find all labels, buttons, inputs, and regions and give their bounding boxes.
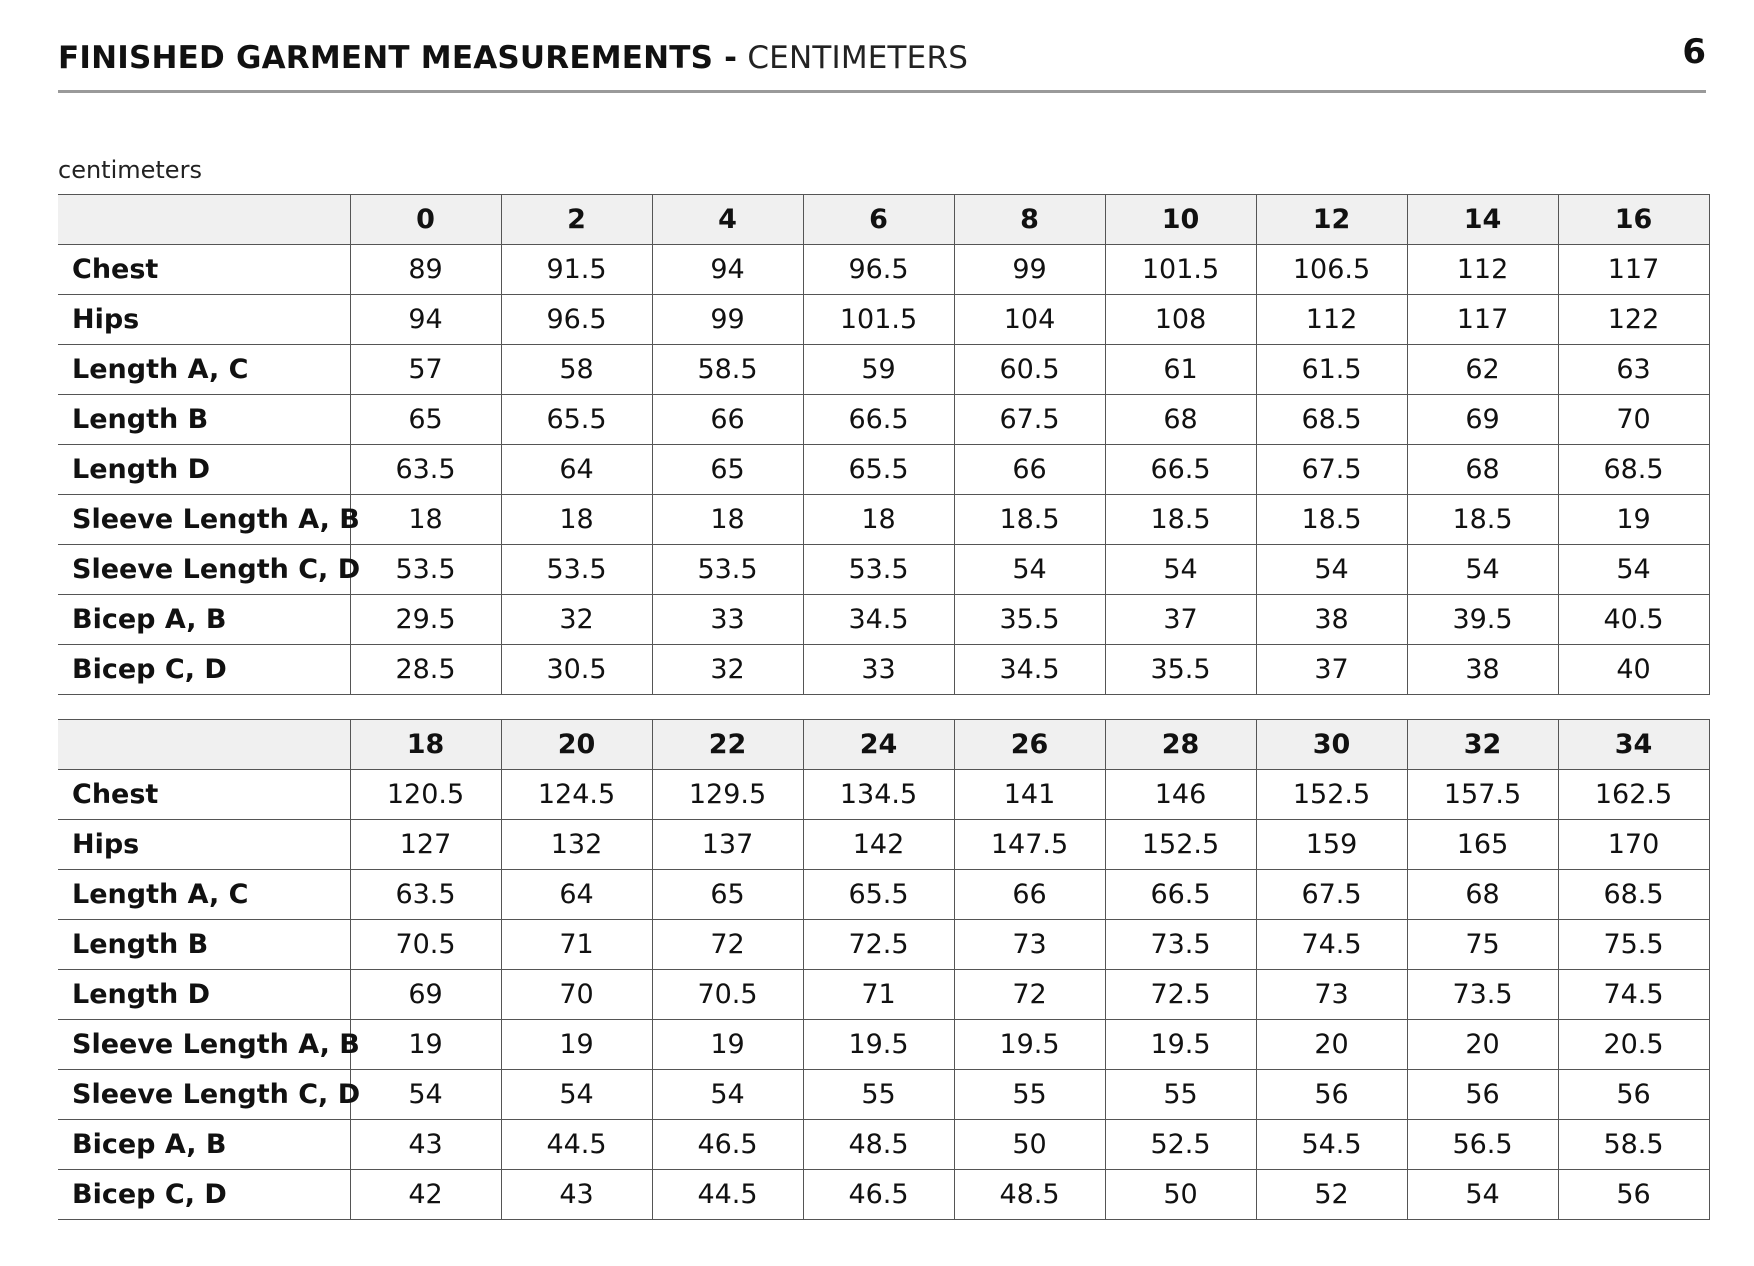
measurement-value: 19 (350, 1020, 501, 1070)
measurement-value: 66 (954, 445, 1105, 495)
measurement-label: Bicep A, B (58, 595, 350, 645)
size-header-cell: 0 (350, 195, 501, 245)
measurement-value: 67.5 (1256, 870, 1407, 920)
size-header-row (58, 720, 1709, 770)
measurement-value: 141 (954, 770, 1105, 820)
measurement-value: 56 (1407, 1070, 1558, 1120)
measurement-value: 70.5 (652, 970, 803, 1020)
measurement-value: 38 (1407, 645, 1558, 695)
measurement-value: 72.5 (803, 920, 954, 970)
measurement-value: 48.5 (803, 1120, 954, 1170)
measurement-value: 63 (1558, 345, 1709, 395)
table-row (58, 1170, 1709, 1220)
measurement-value: 20 (1256, 1020, 1407, 1070)
measurement-value: 18.5 (954, 495, 1105, 545)
size-header-row (58, 195, 1709, 245)
measurement-label: Sleeve Length A, B (58, 495, 350, 545)
measurement-value: 66 (652, 395, 803, 445)
measurement-value: 19.5 (803, 1020, 954, 1070)
measurement-label: Length D (58, 970, 350, 1020)
measurement-label: Sleeve Length C, D (58, 545, 350, 595)
measurement-value: 19 (1558, 495, 1709, 545)
measurement-value: 52 (1256, 1170, 1407, 1220)
measurement-value: 147.5 (954, 820, 1105, 870)
measurement-value: 70 (1558, 395, 1709, 445)
measurement-value: 129.5 (652, 770, 803, 820)
measurement-value: 34.5 (803, 595, 954, 645)
measurement-value: 94 (350, 295, 501, 345)
measurement-value: 53.5 (350, 545, 501, 595)
size-header-cell: 2 (501, 195, 652, 245)
measurement-value: 112 (1256, 295, 1407, 345)
measurement-value: 91.5 (501, 245, 652, 295)
measurement-value: 43 (501, 1170, 652, 1220)
measurement-value: 64 (501, 445, 652, 495)
measurement-value: 159 (1256, 820, 1407, 870)
measurement-value: 43 (350, 1120, 501, 1170)
measurement-value: 42 (350, 1170, 501, 1220)
table-row (58, 770, 1709, 820)
measurement-label: Length A, C (58, 345, 350, 395)
measurement-value: 73.5 (1407, 970, 1558, 1020)
measurement-value: 66 (954, 870, 1105, 920)
measurement-value: 96.5 (501, 295, 652, 345)
table-row (58, 1020, 1709, 1070)
measurement-value: 29.5 (350, 595, 501, 645)
measurement-value: 146 (1105, 770, 1256, 820)
measurement-value: 66.5 (1105, 870, 1256, 920)
measurement-value: 50 (1105, 1170, 1256, 1220)
measurement-value: 54.5 (1256, 1120, 1407, 1170)
measurement-value: 106.5 (1256, 245, 1407, 295)
measurement-value: 35.5 (954, 595, 1105, 645)
measurement-label: Length A, C (58, 870, 350, 920)
measurement-value: 19 (501, 1020, 652, 1070)
measurement-value: 152.5 (1256, 770, 1407, 820)
measurement-value: 67.5 (954, 395, 1105, 445)
measurement-value: 61 (1105, 345, 1256, 395)
measurement-label: Length D (58, 445, 350, 495)
table-row (58, 1070, 1709, 1120)
size-header-cell: 32 (1407, 720, 1558, 770)
measurement-value: 54 (350, 1070, 501, 1120)
measurement-value: 34.5 (954, 645, 1105, 695)
table-row (58, 595, 1709, 645)
measurement-value: 69 (350, 970, 501, 1020)
measurement-value: 19.5 (1105, 1020, 1256, 1070)
page-header (58, 32, 1706, 93)
size-header-cell: 6 (803, 195, 954, 245)
measurement-value: 65 (652, 870, 803, 920)
measurement-value: 74.5 (1256, 920, 1407, 970)
measurement-value: 70 (501, 970, 652, 1020)
size-header-cell: 18 (350, 720, 501, 770)
measurement-value: 65.5 (501, 395, 652, 445)
measurement-value: 68 (1105, 395, 1256, 445)
measurement-value: 18.5 (1407, 495, 1558, 545)
measurement-label: Bicep A, B (58, 1120, 350, 1170)
measurement-value: 53.5 (803, 545, 954, 595)
measurement-value: 137 (652, 820, 803, 870)
measurement-label: Sleeve Length A, B (58, 1020, 350, 1070)
measurement-value: 28.5 (350, 645, 501, 695)
measurement-value: 19 (652, 1020, 803, 1070)
size-header-cell: 10 (1105, 195, 1256, 245)
measurement-value: 61.5 (1256, 345, 1407, 395)
measurement-label: Chest (58, 770, 350, 820)
table-row (58, 645, 1709, 695)
table-row (58, 920, 1709, 970)
measurement-value: 33 (803, 645, 954, 695)
measurement-value: 65 (350, 395, 501, 445)
table-row (58, 495, 1709, 545)
measurement-value: 57 (350, 345, 501, 395)
measurement-value: 44.5 (652, 1170, 803, 1220)
units-label: centimeters (58, 156, 202, 184)
table-row (58, 245, 1709, 295)
measurements-table-large-sizes (58, 719, 1710, 1220)
measurement-value: 73 (1256, 970, 1407, 1020)
measurement-value: 75 (1407, 920, 1558, 970)
size-header-cell: 22 (652, 720, 803, 770)
table-row (58, 295, 1709, 345)
measurement-value: 112 (1407, 245, 1558, 295)
measurement-value: 18.5 (1256, 495, 1407, 545)
measurement-value: 58.5 (652, 345, 803, 395)
measurement-value: 134.5 (803, 770, 954, 820)
measurement-value: 68 (1407, 445, 1558, 495)
measurement-value: 53.5 (652, 545, 803, 595)
measurement-value: 39.5 (1407, 595, 1558, 645)
measurement-value: 65 (652, 445, 803, 495)
measurement-value: 52.5 (1105, 1120, 1256, 1170)
measurement-value: 54 (1407, 1170, 1558, 1220)
size-header-cell: 24 (803, 720, 954, 770)
measurement-value: 75.5 (1558, 920, 1709, 970)
measurement-value: 64 (501, 870, 652, 920)
measurement-value: 55 (803, 1070, 954, 1120)
measurement-value: 56.5 (1407, 1120, 1558, 1170)
measurement-value: 104 (954, 295, 1105, 345)
size-header-cell: 8 (954, 195, 1105, 245)
measurement-value: 72 (954, 970, 1105, 1020)
measurement-value: 18 (501, 495, 652, 545)
measurement-value: 66.5 (1105, 445, 1256, 495)
size-header-cell: 12 (1256, 195, 1407, 245)
measurement-value: 59 (803, 345, 954, 395)
measurement-label: Hips (58, 820, 350, 870)
measurement-value: 56 (1256, 1070, 1407, 1120)
measurement-value: 68.5 (1558, 870, 1709, 920)
size-header-cell: 26 (954, 720, 1105, 770)
measurement-value: 162.5 (1558, 770, 1709, 820)
table-row (58, 445, 1709, 495)
measurement-value: 55 (1105, 1070, 1256, 1120)
size-header-cell: 20 (501, 720, 652, 770)
measurement-value: 66.5 (803, 395, 954, 445)
measurement-value: 40.5 (1558, 595, 1709, 645)
measurement-value: 65.5 (803, 870, 954, 920)
size-header-cell: 34 (1558, 720, 1709, 770)
size-header-cell: 14 (1407, 195, 1558, 245)
measurement-value: 65.5 (803, 445, 954, 495)
measurement-value: 30.5 (501, 645, 652, 695)
measurement-value: 54 (954, 545, 1105, 595)
measurement-value: 89 (350, 245, 501, 295)
measurement-value: 122 (1558, 295, 1709, 345)
table-row (58, 395, 1709, 445)
measurement-value: 56 (1558, 1170, 1709, 1220)
measurement-value: 94 (652, 245, 803, 295)
measurement-value: 71 (803, 970, 954, 1020)
measurement-value: 124.5 (501, 770, 652, 820)
measurement-value: 70.5 (350, 920, 501, 970)
measurement-value: 99 (954, 245, 1105, 295)
measurement-value: 73.5 (1105, 920, 1256, 970)
measurement-value: 63.5 (350, 445, 501, 495)
measurement-value: 18 (350, 495, 501, 545)
table-row (58, 970, 1709, 1020)
size-header-cell: 28 (1105, 720, 1256, 770)
measurement-value: 46.5 (652, 1120, 803, 1170)
table-row (58, 345, 1709, 395)
measurement-value: 20 (1407, 1020, 1558, 1070)
table-row (58, 820, 1709, 870)
measurement-value: 18 (652, 495, 803, 545)
measurement-value: 53.5 (501, 545, 652, 595)
measurement-label: Bicep C, D (58, 1170, 350, 1220)
measurement-value: 132 (501, 820, 652, 870)
measurement-label: Hips (58, 295, 350, 345)
title-units-part: CENTIMETERS (747, 40, 969, 76)
measurement-value: 68.5 (1256, 395, 1407, 445)
header-corner-cell (58, 720, 350, 770)
measurement-label: Length B (58, 395, 350, 445)
measurement-value: 101.5 (803, 295, 954, 345)
measurement-value: 38 (1256, 595, 1407, 645)
table-row (58, 870, 1709, 920)
measurement-value: 33 (652, 595, 803, 645)
measurement-value: 68 (1407, 870, 1558, 920)
measurements-table-small-sizes (58, 194, 1710, 695)
measurement-value: 50 (954, 1120, 1105, 1170)
measurement-value: 165 (1407, 820, 1558, 870)
page-number: 6 (1682, 32, 1706, 72)
measurement-value: 54 (1105, 545, 1256, 595)
measurement-value: 54 (1256, 545, 1407, 595)
measurement-value: 32 (501, 595, 652, 645)
measurement-value: 74.5 (1558, 970, 1709, 1020)
measurement-value: 54 (501, 1070, 652, 1120)
measurement-value: 108 (1105, 295, 1256, 345)
measurement-value: 44.5 (501, 1120, 652, 1170)
measurement-value: 71 (501, 920, 652, 970)
measurement-value: 73 (954, 920, 1105, 970)
measurement-value: 68.5 (1558, 445, 1709, 495)
measurement-value: 142 (803, 820, 954, 870)
measurement-value: 170 (1558, 820, 1709, 870)
measurement-value: 32 (652, 645, 803, 695)
header-corner-cell (58, 195, 350, 245)
measurement-value: 58.5 (1558, 1120, 1709, 1170)
table-row (58, 545, 1709, 595)
measurement-label: Bicep C, D (58, 645, 350, 695)
measurement-value: 117 (1558, 245, 1709, 295)
measurement-value: 46.5 (803, 1170, 954, 1220)
measurement-value: 101.5 (1105, 245, 1256, 295)
measurement-value: 54 (1558, 545, 1709, 595)
measurement-value: 157.5 (1407, 770, 1558, 820)
measurement-label: Length B (58, 920, 350, 970)
measurement-value: 69 (1407, 395, 1558, 445)
measurement-value: 55 (954, 1070, 1105, 1120)
measurement-value: 99 (652, 295, 803, 345)
measurement-value: 58 (501, 345, 652, 395)
measurement-value: 72.5 (1105, 970, 1256, 1020)
measurement-value: 37 (1105, 595, 1256, 645)
measurement-value: 152.5 (1105, 820, 1256, 870)
measurement-value: 127 (350, 820, 501, 870)
size-header-cell: 16 (1558, 195, 1709, 245)
table-row (58, 1120, 1709, 1170)
measurement-value: 60.5 (954, 345, 1105, 395)
table-body (58, 770, 1709, 1220)
measurement-value: 18.5 (1105, 495, 1256, 545)
measurement-value: 19.5 (954, 1020, 1105, 1070)
measurement-value: 54 (652, 1070, 803, 1120)
size-header-cell: 4 (652, 195, 803, 245)
measurement-value: 48.5 (954, 1170, 1105, 1220)
table-body (58, 245, 1709, 695)
page-title (58, 40, 968, 76)
size-header-cell: 30 (1256, 720, 1407, 770)
title-bold-part: FINISHED GARMENT MEASUREMENTS - (58, 40, 738, 76)
measurement-value: 56 (1558, 1070, 1709, 1120)
measurement-value: 62 (1407, 345, 1558, 395)
measurement-value: 20.5 (1558, 1020, 1709, 1070)
measurement-value: 63.5 (350, 870, 501, 920)
measurement-value: 117 (1407, 295, 1558, 345)
measurement-value: 72 (652, 920, 803, 970)
measurement-label: Sleeve Length C, D (58, 1070, 350, 1120)
measurement-value: 37 (1256, 645, 1407, 695)
measurement-value: 67.5 (1256, 445, 1407, 495)
measurement-value: 18 (803, 495, 954, 545)
measurement-value: 40 (1558, 645, 1709, 695)
measurement-value: 96.5 (803, 245, 954, 295)
measurement-value: 120.5 (350, 770, 501, 820)
measurement-value: 54 (1407, 545, 1558, 595)
measurement-label: Chest (58, 245, 350, 295)
measurement-value: 35.5 (1105, 645, 1256, 695)
